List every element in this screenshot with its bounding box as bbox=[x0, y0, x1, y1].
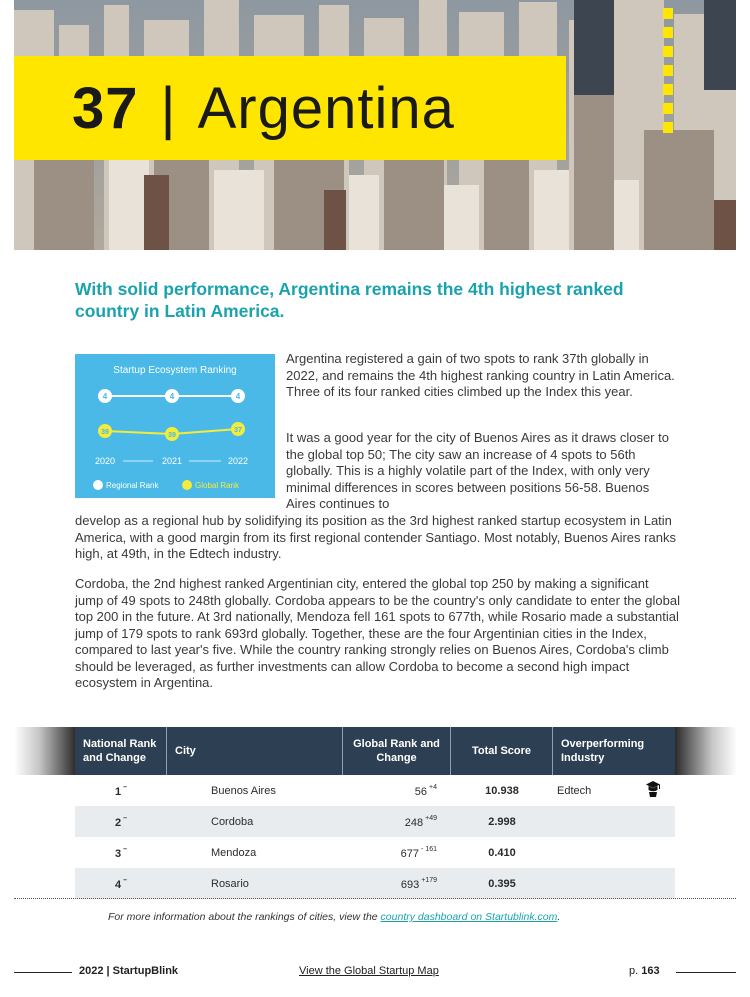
title-banner bbox=[14, 56, 566, 160]
graduation-cap-icon bbox=[645, 780, 661, 801]
header-global-rank: Global Rank and Change bbox=[343, 727, 451, 775]
footer-brand: 2022 | StartupBlink bbox=[79, 965, 179, 977]
header-national-rank: National Rank and Change bbox=[75, 727, 167, 775]
year-label-2022: 2022 bbox=[227, 456, 249, 466]
city-name: Cordoba bbox=[211, 815, 254, 828]
footer-rule-right bbox=[676, 972, 736, 973]
global-rank: 248 bbox=[404, 816, 424, 829]
table-row bbox=[75, 775, 675, 806]
paragraph-3: Cordoba, the 2nd highest ranked Argentinian city, entered the global top 250 by making a significant jump of 49 spots to 248th globally. Cordoba appears to be the country's only candidate to enter the global top 200 in the future. At 3rd nationally, Mendoza fell 161 spots to 677th, while Rosario made a substantial jump of 179 spots to rank 693rd globally. Together, these are the four Argentinian cities in the Index, compared to last year's five. While the country ranking strongly relies on Buenos Aires, Cordoba's climb should be leveraged, as further investments can allow Cordoba to become a second high impact ecosystem in Argentina. bbox=[75, 576, 680, 690]
legend-regional-swatch bbox=[93, 480, 103, 490]
table-header-row bbox=[75, 727, 675, 775]
city-name: Rosario bbox=[211, 877, 249, 890]
paragraph-2-full: develop as a regional hub by solidifying its position as the 3rd highest ranked startup ecosystem in Latin America, with a good margin from its first regional contender Santiago. Most notably, Buenos Aires ranks high, at 49th, in the Edtech industry. bbox=[75, 513, 676, 561]
dotted-divider bbox=[14, 898, 736, 899]
total-score: 10.938 bbox=[485, 784, 519, 797]
legend-regional-label: Regional Rank bbox=[106, 481, 159, 490]
global-change: +179 bbox=[421, 876, 437, 884]
national-change: – bbox=[123, 876, 128, 884]
page-prefix: p. bbox=[629, 965, 639, 977]
total-score: 0.410 bbox=[488, 846, 516, 859]
footnote-end: . bbox=[557, 911, 561, 923]
table-row bbox=[75, 837, 675, 868]
global-startup-map-link[interactable]: View the Global Startup Map bbox=[299, 965, 439, 977]
yellow-dashed-line bbox=[663, 8, 673, 141]
legend-global-swatch bbox=[182, 480, 192, 490]
table-row bbox=[75, 868, 675, 899]
global-change: +49 bbox=[425, 814, 437, 822]
country-name: Argentina bbox=[197, 75, 455, 141]
national-rank: 4 bbox=[114, 878, 122, 891]
paragraph-1: Argentina registered a gain of two spots to rank 37th globally in 2022, and remains the 4th highest ranking country in Latin America. Three of its four ranked cities climbed up the Index this year. bbox=[286, 351, 675, 399]
country-rank-number: 37 bbox=[72, 75, 139, 141]
ranking-chart-title: Startup Ecosystem Ranking bbox=[113, 365, 237, 376]
regional-rank-label-2021: 4 bbox=[169, 392, 175, 401]
global-rank: 677 bbox=[400, 847, 420, 860]
paragraph-2-side: It was a good year for the city of Buenos Aires as it draws closer to the global top 50; The city saw an increase of 4 spots to 56th globally. This is a highly volatile part of the Index, with only very minimal differences in scores between positions 56-58. Buenos Aires continues to bbox=[286, 430, 669, 511]
global-change: - 161 bbox=[421, 845, 437, 853]
startup-ecosystem-ranking-chart bbox=[75, 354, 275, 498]
city-name: Buenos Aires bbox=[211, 784, 276, 797]
header-total-score: Total Score bbox=[451, 727, 553, 775]
page-number bbox=[629, 965, 660, 977]
header-city: City bbox=[167, 727, 343, 775]
title-separator: | bbox=[160, 75, 176, 141]
table-band-right-decoration bbox=[675, 727, 737, 775]
global-rank-label-2022: 37 bbox=[234, 427, 242, 434]
table-band-left-decoration bbox=[14, 727, 76, 775]
national-change: – bbox=[123, 845, 128, 853]
footer-rule-left bbox=[14, 972, 72, 973]
global-rank: 56 bbox=[414, 785, 428, 798]
regional-rank-label-2022: 4 bbox=[235, 392, 241, 401]
global-rank: 693 bbox=[400, 878, 420, 891]
city-name: Mendoza bbox=[211, 846, 257, 859]
year-label-2020: 2020 bbox=[94, 456, 116, 466]
global-rank-label-2020: 39 bbox=[101, 429, 109, 436]
national-rank: 3 bbox=[114, 847, 122, 860]
total-score: 2.998 bbox=[488, 815, 516, 828]
national-rank: 2 bbox=[114, 816, 122, 829]
global-change: +4 bbox=[429, 783, 437, 791]
footnote-text: For more information about the rankings of cities, view the bbox=[108, 911, 381, 923]
national-change: – bbox=[123, 814, 128, 822]
regional-rank-label-2020: 4 bbox=[102, 392, 108, 401]
industry-name: Edtech bbox=[557, 784, 592, 797]
header-overperforming-industry: Overperforming Industry bbox=[561, 738, 645, 764]
table-row bbox=[75, 806, 675, 837]
global-rank-label-2021: 39 bbox=[168, 432, 176, 439]
city-rankings-table bbox=[75, 727, 675, 899]
country-dashboard-link[interactable]: country dashboard on Startublink.com bbox=[380, 911, 558, 923]
national-change: – bbox=[123, 783, 128, 791]
year-label-2021: 2021 bbox=[161, 456, 183, 466]
footnote bbox=[108, 911, 560, 923]
legend-global-label: Global Rank bbox=[195, 481, 240, 490]
national-rank: 1 bbox=[114, 785, 122, 798]
page-number-value: 163 bbox=[641, 965, 660, 977]
headline: With solid performance, Argentina remains the 4th highest ranked country in Latin America. bbox=[75, 279, 624, 321]
total-score: 0.395 bbox=[488, 877, 516, 890]
